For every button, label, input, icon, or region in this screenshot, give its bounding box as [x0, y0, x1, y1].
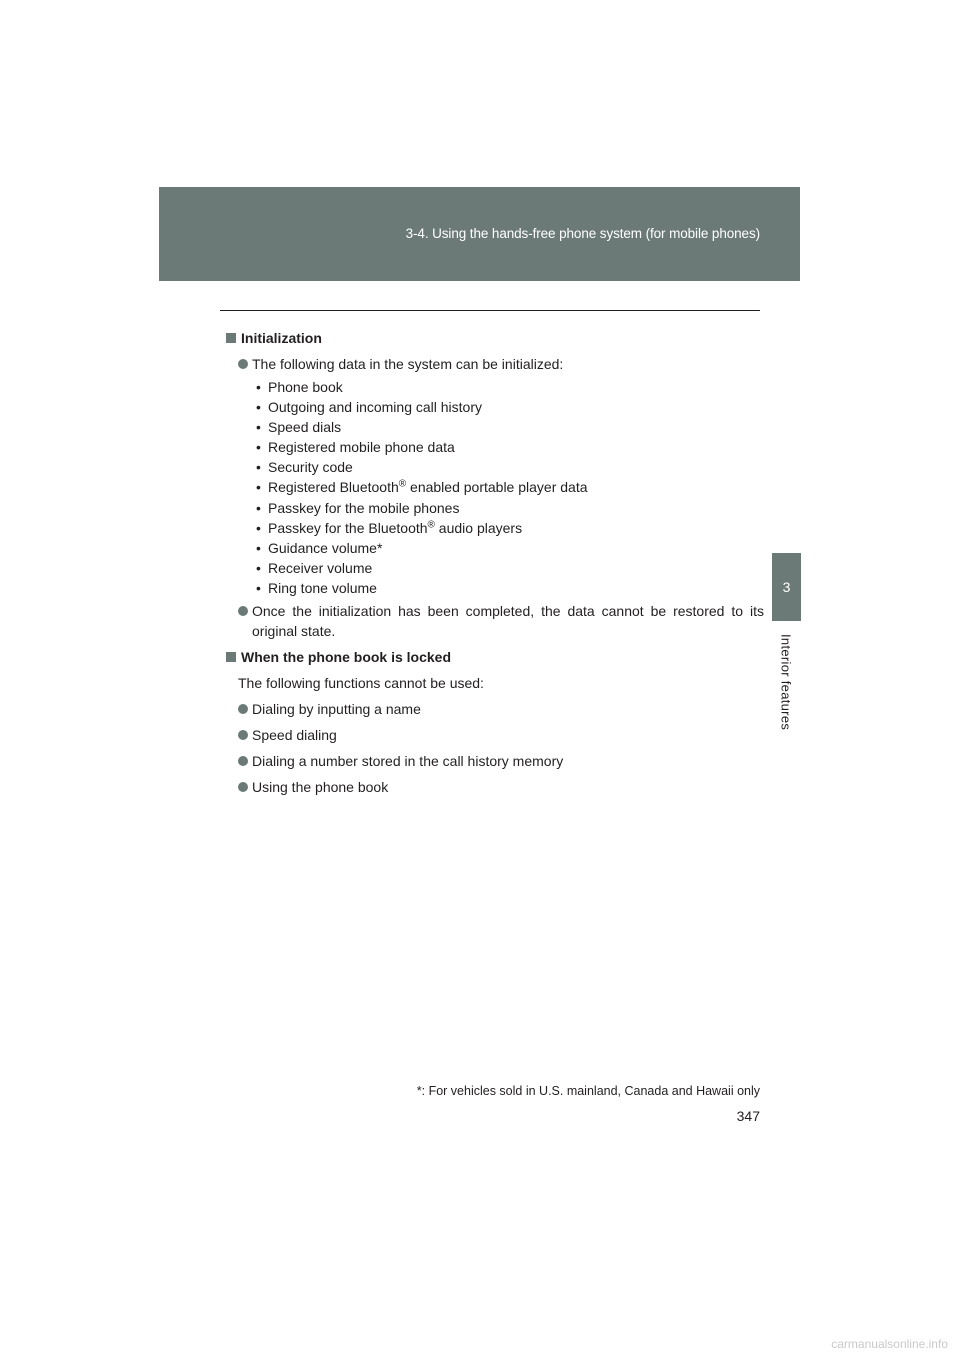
section-header-title: 3-4. Using the hands-free phone system (for mobile phones) — [405, 226, 760, 241]
list-item-text-part: Registered Bluetooth — [268, 479, 399, 496]
list-item-text — [268, 518, 522, 538]
bullet-text: Speed dialing — [252, 727, 337, 744]
middle-dot-icon: • — [256, 539, 261, 556]
bullet-item — [224, 354, 764, 374]
list-item-text: Speed dials — [268, 419, 342, 436]
middle-dot-icon: • — [256, 439, 261, 456]
bullet-item — [224, 601, 764, 641]
square-bullet-icon — [226, 652, 236, 662]
list-item-text: Outgoing and incoming call history — [268, 399, 483, 416]
list-item-text-part: Passkey for the Bluetooth — [268, 519, 428, 536]
bullet-text: Once the initialization has been completed, the data cannot be restored to its original state. — [252, 603, 764, 640]
header-rule — [220, 310, 760, 311]
list-item-text: Ring tone volume — [268, 579, 377, 596]
list-item-text: Guidance volume* — [268, 539, 383, 556]
section-heading-text: Initialization — [241, 330, 322, 346]
middle-dot-icon: • — [256, 559, 261, 576]
list-item — [256, 518, 764, 538]
circle-bullet-icon — [238, 359, 248, 369]
bullet-text: Dialing by inputting a name — [252, 701, 421, 718]
list-item-text: Passkey for the mobile phones — [268, 499, 460, 516]
middle-dot-icon: • — [256, 379, 261, 395]
middle-dot-icon: • — [256, 579, 261, 596]
header-band — [159, 187, 800, 281]
circle-bullet-icon — [238, 704, 248, 714]
list-item-text-part: audio players — [434, 519, 523, 536]
middle-dot-icon: • — [256, 479, 261, 496]
bullet-item — [224, 699, 764, 719]
list-item — [256, 578, 764, 598]
middle-dot-icon: • — [256, 419, 261, 436]
middle-dot-icon: • — [256, 459, 261, 476]
watermark: carmanualsonline.info — [831, 1337, 948, 1351]
list-item — [256, 538, 764, 558]
circle-bullet-icon — [238, 730, 248, 740]
chapter-tab-number: 3 — [772, 553, 801, 621]
middle-dot-icon: • — [256, 519, 261, 536]
circle-bullet-icon — [238, 756, 248, 766]
list-item — [256, 437, 764, 457]
middle-dot-icon: • — [256, 499, 261, 516]
circle-bullet-icon — [238, 606, 248, 616]
list-item — [256, 377, 764, 397]
circle-bullet-icon — [238, 782, 248, 792]
page-content — [224, 328, 764, 803]
list-item-text: Phone book — [268, 379, 343, 395]
list-item — [256, 457, 764, 477]
list-item — [256, 417, 764, 437]
list-item-text: Security code — [268, 459, 353, 476]
bullet-text: The following data in the system can be initialized: — [252, 356, 564, 372]
chapter-tab-label — [771, 632, 801, 732]
list-item — [256, 397, 764, 417]
list-item-text: Registered mobile phone data — [268, 439, 455, 456]
bullet-text: Using the phone book — [252, 779, 389, 796]
registered-mark: ® — [398, 478, 407, 490]
registered-mark: ® — [427, 519, 435, 530]
paragraph: The following functions cannot be used: — [238, 675, 484, 692]
bullet-item — [224, 725, 764, 745]
list-item-text — [268, 477, 588, 497]
section-heading-phone-book-locked — [224, 647, 764, 667]
list-item — [256, 477, 764, 497]
page-number: 347 — [736, 1108, 760, 1124]
list-item-text-part: enabled portable player data — [406, 479, 588, 496]
initialization-data-list — [224, 377, 764, 598]
square-bullet-icon — [226, 333, 236, 343]
bullet-text: Dialing a number stored in the call history memory — [252, 753, 564, 770]
list-item — [256, 498, 764, 518]
chapter-tab-label-text: Interior features — [778, 633, 794, 731]
section-heading-text: When the phone book is locked — [241, 649, 452, 666]
footnote: *: For vehicles sold in U.S. mainland, Canada and Hawaii only — [416, 1084, 760, 1098]
list-item — [256, 558, 764, 578]
middle-dot-icon: • — [256, 399, 261, 416]
list-item-text: Receiver volume — [268, 559, 373, 576]
bullet-item — [224, 751, 764, 771]
section-heading-initialization — [224, 328, 764, 348]
bullet-item — [224, 777, 764, 797]
